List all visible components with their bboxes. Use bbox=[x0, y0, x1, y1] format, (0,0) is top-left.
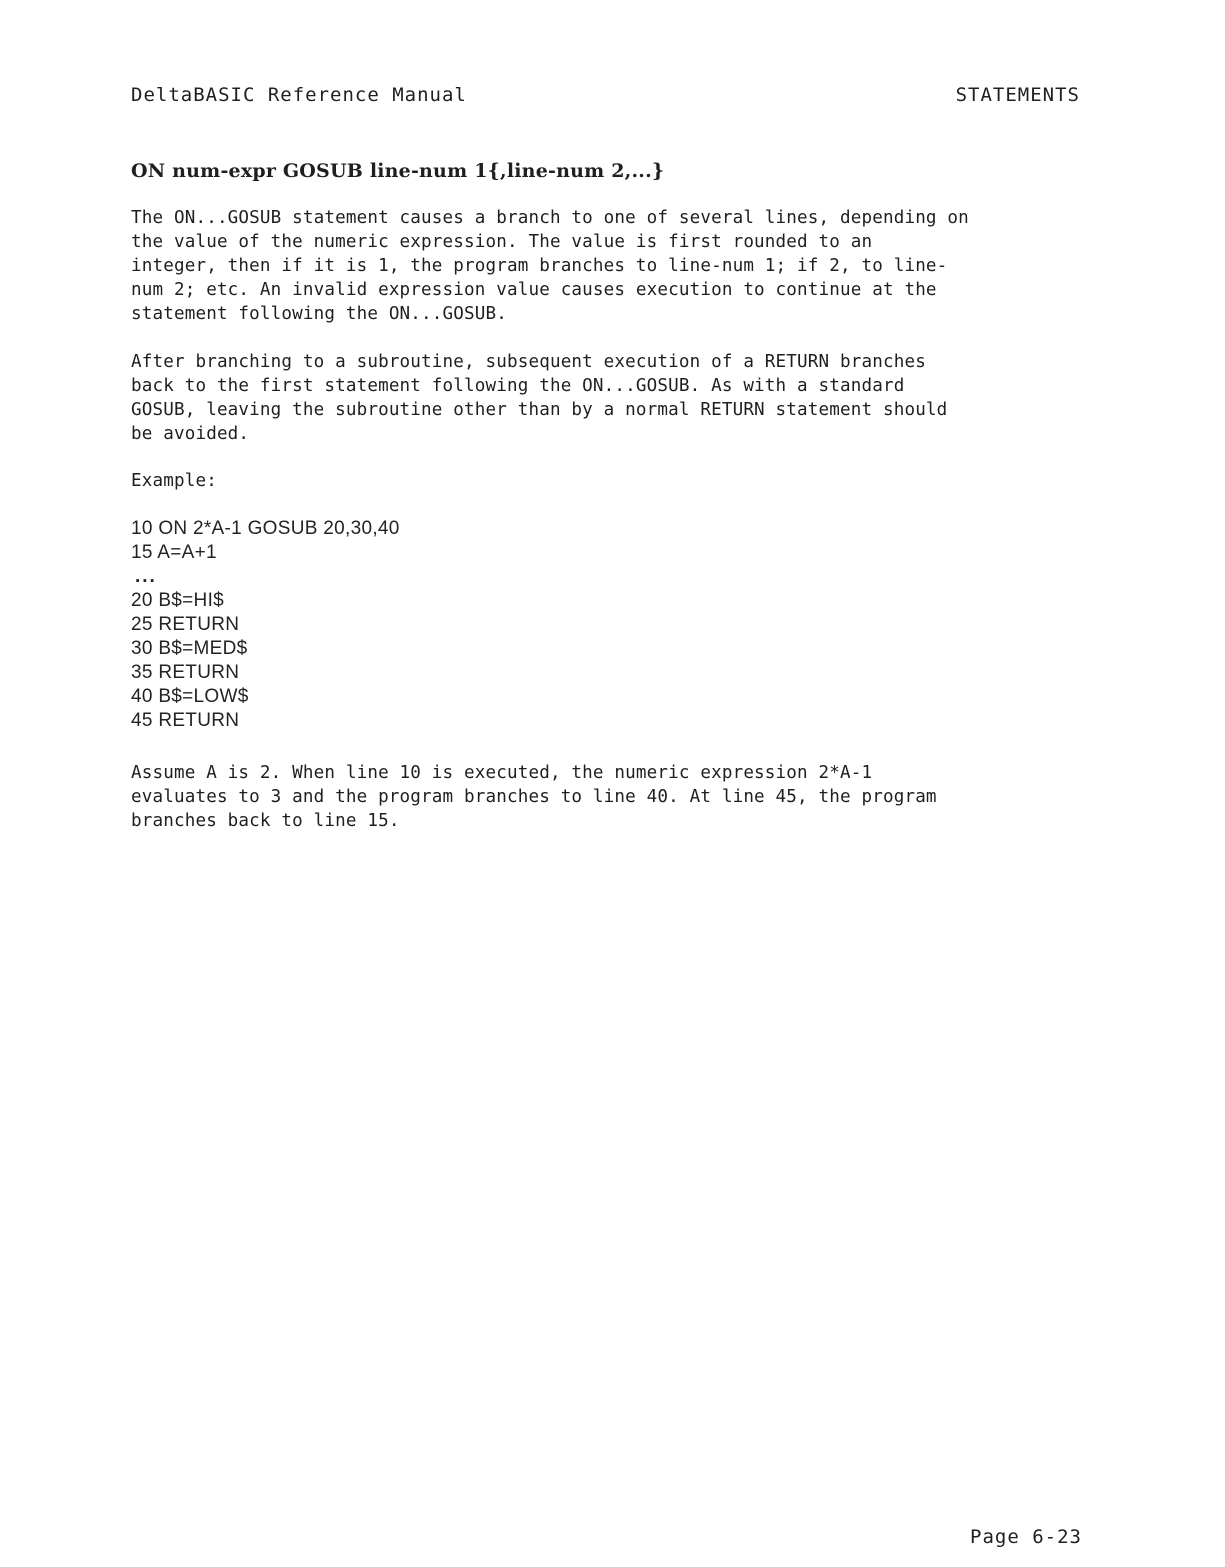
text-line: Assume A is 2. When line 10 is executed, the numeric expression 2*A-1 bbox=[131, 763, 873, 783]
running-header bbox=[131, 84, 1080, 110]
paragraph-description bbox=[131, 206, 1091, 326]
code-ellipsis: ... bbox=[135, 566, 157, 587]
text-line: GOSUB, leaving the subroutine other than by a normal RETURN statement should bbox=[131, 400, 948, 420]
paragraph-example-explanation bbox=[131, 761, 1091, 833]
text-line: num 2; etc. An invalid expression value causes execution to continue at the bbox=[131, 280, 937, 300]
example-code-block bbox=[131, 517, 400, 733]
code-line: 25 RETURN bbox=[131, 614, 240, 635]
code-line: 10 ON 2*A-1 GOSUB 20,30,40 bbox=[131, 518, 400, 539]
text-line: Example: bbox=[131, 471, 217, 491]
text-line: evaluates to 3 and the program branches to line 40. At line 45, the program bbox=[131, 787, 937, 807]
text-line: statement following the ON...GOSUB. bbox=[131, 304, 507, 324]
text-line: After branching to a subroutine, subsequent execution of a RETURN branches bbox=[131, 352, 926, 372]
code-line: 40 B$=LOW$ bbox=[131, 686, 249, 707]
section-title: STATEMENTS bbox=[955, 84, 1080, 106]
text-line: be avoided. bbox=[131, 424, 250, 444]
page-number: Page 6-23 bbox=[970, 1526, 1082, 1548]
statement-syntax-heading: ON num-expr GOSUB line-num 1{,line-num 2,...} bbox=[131, 160, 665, 182]
paragraph-subroutine-note bbox=[131, 350, 1091, 446]
code-line: 15 A=A+1 bbox=[131, 542, 217, 563]
text-line: integer, then if it is 1, the program branches to line-num 1; if 2, to line- bbox=[131, 256, 948, 276]
code-line: 45 RETURN bbox=[131, 710, 240, 731]
text-line: back to the first statement following the ON...GOSUB. As with a standard bbox=[131, 376, 905, 396]
code-line: 35 RETURN bbox=[131, 662, 240, 683]
manual-title: DeltaBASIC Reference Manual bbox=[131, 84, 467, 106]
text-line: branches back to line 15. bbox=[131, 811, 400, 831]
code-line: 30 B$=MED$ bbox=[131, 638, 248, 659]
code-line: 20 B$=HI$ bbox=[131, 590, 225, 611]
example-label bbox=[131, 469, 1091, 493]
text-line: The ON...GOSUB statement causes a branch to one of several lines, depending on bbox=[131, 208, 969, 228]
text-line: the value of the numeric expression. The value is first rounded to an bbox=[131, 232, 873, 252]
